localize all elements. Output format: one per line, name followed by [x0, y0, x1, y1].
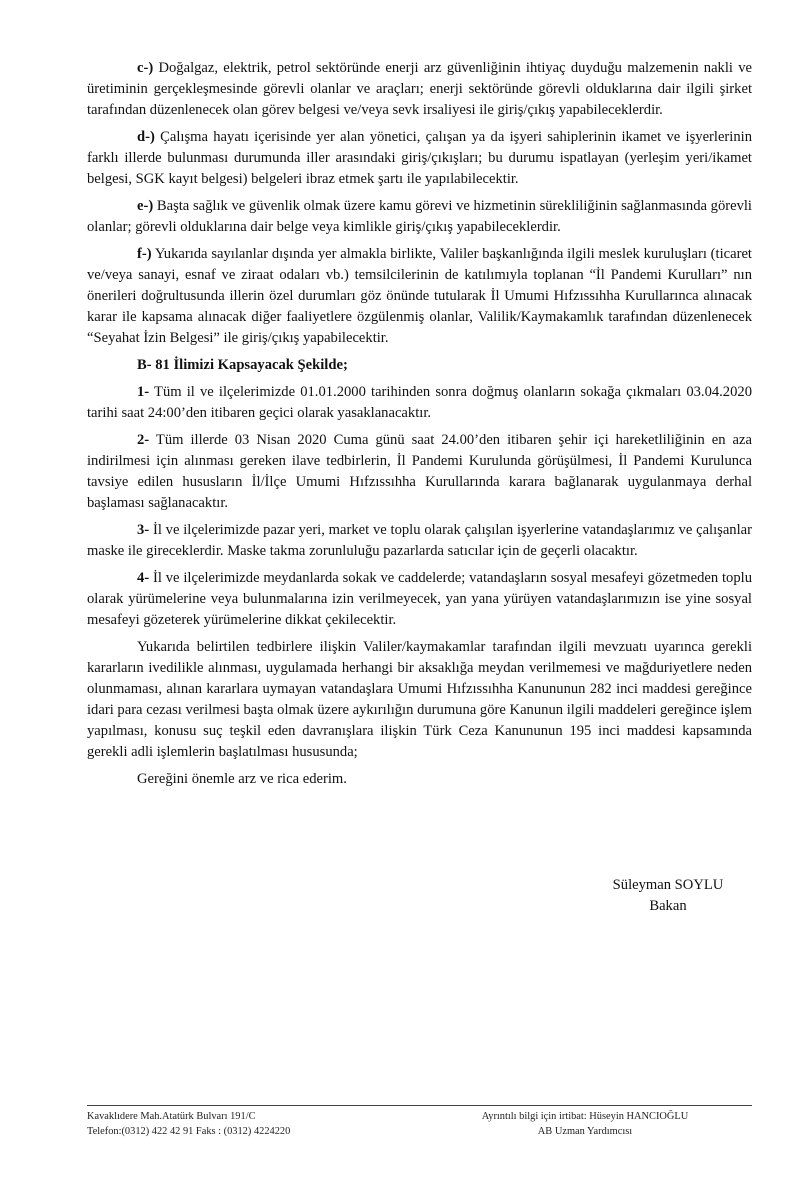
- signatory-name: Süleyman SOYLU: [612, 877, 724, 893]
- clause-label: c-): [137, 60, 154, 76]
- clause-text: Çalışma hayatı içerisinde yer alan yönetici, çalışan ya da işyeri sahiplerinin ikamet ve işyerlerinin farklı illerde bulunması durumunda iller arasındaki giriş/çıkışları; bu durumu ispatlayan (yerleşim yeri/ikamet belgesi, SGK kayıt belgesi) belgeleri ibraz etmek şartı ile yapılabilecektir.: [87, 129, 752, 187]
- clause-c: [87, 58, 752, 121]
- measure-text: Tüm illerde 03 Nisan 2020 Cuma günü saat 24.00’den itibaren şehir içi hareketliliğinin en aza indirilmesi için alınması gereken ilave tedbirlerin, İl Pandemi Kurulunda görüşülmesi, İl Pandemi Kurulunca tavsiye edilen hususların İl/İlçe Umumi Hıfzıssıhha Kurullarında karara bağlanarak uygulanmaya derhal başlaması sağlanacaktır.: [87, 432, 752, 511]
- request-line: Gereğini önemle arz ve rica ederim.: [137, 771, 347, 787]
- section-heading: B- 81 İlimizi Kapsayacak Şekilde;: [137, 357, 348, 373]
- measure-text: İl ve ilçelerimizde meydanlarda sokak ve caddelerde; vatandaşların sosyal mesafeyi gözetmeden toplu olarak yürümelerine veya bulunmalarına izin verilmeyecek, yan yana yürüyen vatandaşlarımızın ise yine sosyal mesafeyi gözeterek yürümelerine dikkat çekilecektir.: [87, 570, 752, 628]
- clause-label: d-): [137, 129, 155, 145]
- footer-contact: Ayrıntılı bilgi için irtibat: Hüseyin HANCIOĞLU: [481, 1111, 689, 1122]
- measure-label: 2-: [137, 432, 150, 448]
- measure-text: Tüm il ve ilçelerimizde 01.01.2000 tarihinden sonra doğmuş olanların sokağa çıkmaları 03.04.2020 tarihi saat 24:00’den itibaren geçici olarak yasaklanacaktır.: [87, 384, 752, 421]
- clause-text: Başta sağlık ve güvenlik olmak üzere kamu görevi ve hizmetinin sürekliliğinin sağlanmasında görevli olanlar; görevli olduklarına dair belge veya kimlikle giriş/çıkış yapabileceklerdir.: [87, 198, 752, 235]
- measure-label: 4-: [137, 570, 150, 586]
- clause-label: e-): [137, 198, 154, 214]
- footer-divider: [87, 1105, 752, 1106]
- measure-2: [87, 430, 752, 514]
- closing-paragraph: Yukarıda belirtilen tedbirlere ilişkin Valiler/kaymakamlar tarafından ilgili mevzuatı uyarınca gerekli kararların ivedilikle alınması, uygulamada herhangi bir aksaklığa meydan verilmemesi ve mağduriyetlere neden olunmaması, alınan kararlara uymayan vatandaşlara Umumi Hıfzıssıhha Kanununun 282 inci maddesi gereğince idari para cezası verilmesi başta olmak üzere aykırılığın durumuna göre Kanunun ilgili maddeleri gereğince işlem yapılması, konusu suç teşkil eden davranışlara ilişkin Türk Ceza Kanununun 195 inci maddesi kapsamında gerekli adli işlemlerin başlatılması hususunda;: [87, 639, 752, 760]
- clause-label: f-): [137, 246, 152, 262]
- footer-contact-block: [470, 1109, 700, 1139]
- clause-text: Doğalgaz, elektrik, petrol sektöründe enerji arz güvenliğinin ihtiyaç duyduğu malzemenin nakli ve üretiminin gerçekleşmesinde görevli olanlar ve araçları; enerji sektöründe görevli olduklarına dair ilgili şirket tarafından düzenlenecek olan görev belgesi ve/veya sevk irsaliyesi ile giriş/çıkış yapabileceklerdir.: [87, 60, 752, 118]
- footer-contact-title: AB Uzman Yardımcısı: [537, 1126, 633, 1137]
- clause-e: [87, 196, 752, 238]
- measure-label: 3-: [137, 522, 150, 538]
- measure-3: [87, 520, 752, 562]
- document-body: [87, 58, 752, 796]
- footer-address-block: [87, 1109, 290, 1139]
- measure-text: İl ve ilçelerimizde pazar yeri, market ve toplu olarak çalışılan işyerlerine vatandaşlarımız ve çalışanlar maske ile gireceklerdir. Maske takma zorunluluğu pazarlarda satıcılar için de geçerli olacaktır.: [87, 522, 752, 559]
- clause-f: [87, 244, 752, 349]
- measure-1: [87, 382, 752, 424]
- signatory-title: Bakan: [649, 898, 687, 914]
- signature-block: [598, 875, 738, 917]
- footer-address: Kavaklıdere Mah.Atatürk Bulvarı 191/C: [87, 1111, 256, 1122]
- footer-phone-fax: Telefon:(0312) 422 42 91 Faks : (0312) 4224220: [87, 1126, 291, 1137]
- measure-label: 1-: [137, 384, 150, 400]
- clause-text: Yukarıda sayılanlar dışında yer almakla birlikte, Valiler başkanlığında ilgili meslek kuruluşları (ticaret ve/veya sanayi, esnaf ve ziraat odaları vb.) temsilcilerinin de katılımıyla toplanan “İl Pandemi Kurulları” nın önerileri doğrultusunda illerin özel durumları göz önünde tutularak İl Umumi Hıfzıssıhha Kurullarınca alınacak karar ile kapsama alınacak diğer faaliyetlere özgülenmiş olanlar, Valilik/Kaymakamlık tarafından düzenlenecek “Seyahat İzin Belgesi” ile giriş/çıkış yapabilecektir.: [87, 246, 752, 346]
- measure-4: [87, 568, 752, 631]
- clause-d: [87, 127, 752, 190]
